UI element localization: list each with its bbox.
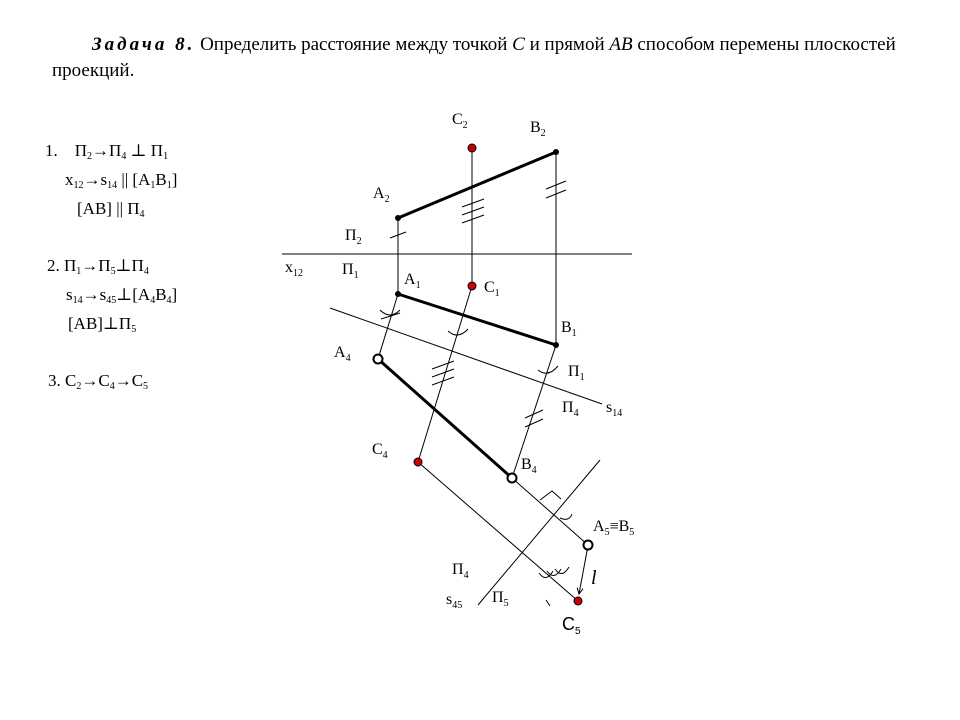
task-text-3: способом перемены плоскостей проекций. bbox=[52, 34, 896, 81]
label-b4: B4 bbox=[521, 456, 537, 476]
label-c1: C1 bbox=[484, 279, 500, 299]
link-b1-b4 bbox=[512, 345, 556, 478]
link-c4-c5 bbox=[418, 462, 578, 601]
step1-text3: [AB] || $П_4$ bbox=[77, 199, 145, 220]
label-a4: A4 bbox=[334, 344, 351, 364]
label-b2: B2 bbox=[530, 119, 546, 139]
point-c2 bbox=[468, 144, 476, 152]
task-text-1: Определить расстояние между точкой bbox=[195, 34, 513, 55]
point-c1 bbox=[468, 282, 476, 290]
label-p2-x12: П2 bbox=[345, 227, 362, 247]
step3-number: 3. bbox=[48, 371, 61, 390]
point-c5 bbox=[574, 597, 582, 605]
label-p1-x12: П1 bbox=[342, 261, 359, 281]
step2-text2: $s_{14}\to s_{45}\perp[A_4B_4]$ bbox=[66, 285, 178, 306]
step2-text3: $[AB]\perp П_5$ bbox=[68, 314, 137, 335]
distance-arrow bbox=[579, 551, 587, 594]
segment-a4b4 bbox=[378, 359, 512, 478]
point-a1 bbox=[395, 291, 401, 297]
task-number: Задача 8. bbox=[92, 34, 196, 55]
right-angle-mark bbox=[540, 491, 561, 500]
step1-text2: $x_{12}\to s_{14}$ || $[A_1B_1]$ bbox=[65, 170, 178, 191]
label-s45: s45 bbox=[446, 591, 463, 611]
label-p4-s14: П4 bbox=[562, 399, 579, 419]
axis-s45 bbox=[478, 460, 600, 605]
segment-a2b2 bbox=[398, 152, 556, 218]
label-c2: C2 bbox=[452, 111, 468, 131]
step1-number: 1. bbox=[45, 141, 58, 160]
step2-number: 2. bbox=[47, 256, 60, 275]
point-c4 bbox=[414, 458, 422, 466]
label-s14: s14 bbox=[606, 399, 623, 419]
label-c4: C4 bbox=[372, 441, 388, 461]
label-p1-s14: П1 bbox=[568, 363, 585, 383]
label-a1: A1 bbox=[404, 271, 421, 291]
point-a5b5 bbox=[584, 541, 593, 550]
label-b1: B1 bbox=[561, 319, 577, 339]
task-point-c: C bbox=[512, 34, 525, 55]
point-b4 bbox=[508, 474, 517, 483]
label-c5: C5 bbox=[562, 614, 581, 637]
point-b2 bbox=[553, 149, 559, 155]
segment-a1b1 bbox=[398, 294, 556, 345]
label-p4-s45: П4 bbox=[452, 561, 469, 581]
step3-text1: $C_2\to C_4\to C_5$ bbox=[65, 371, 149, 392]
task-text-2: и прямой bbox=[524, 34, 610, 55]
label-a5b5: A5≡B5 bbox=[593, 518, 635, 538]
point-a4 bbox=[374, 355, 383, 364]
label-p5-s45: П5 bbox=[492, 589, 509, 609]
label-distance: l bbox=[591, 567, 597, 589]
label-x12: x12 bbox=[285, 259, 303, 279]
tick-marks bbox=[380, 181, 572, 606]
point-b1 bbox=[553, 342, 559, 348]
task-line-ab: AB bbox=[609, 34, 633, 55]
step1-text1: $П_2\to П_4$ ⊥ $П_1$ bbox=[74, 141, 169, 162]
step2-text1: $П_1\to П_5\perp П_4$ bbox=[64, 256, 149, 277]
label-a2: A2 bbox=[373, 185, 390, 205]
point-a2 bbox=[395, 215, 401, 221]
